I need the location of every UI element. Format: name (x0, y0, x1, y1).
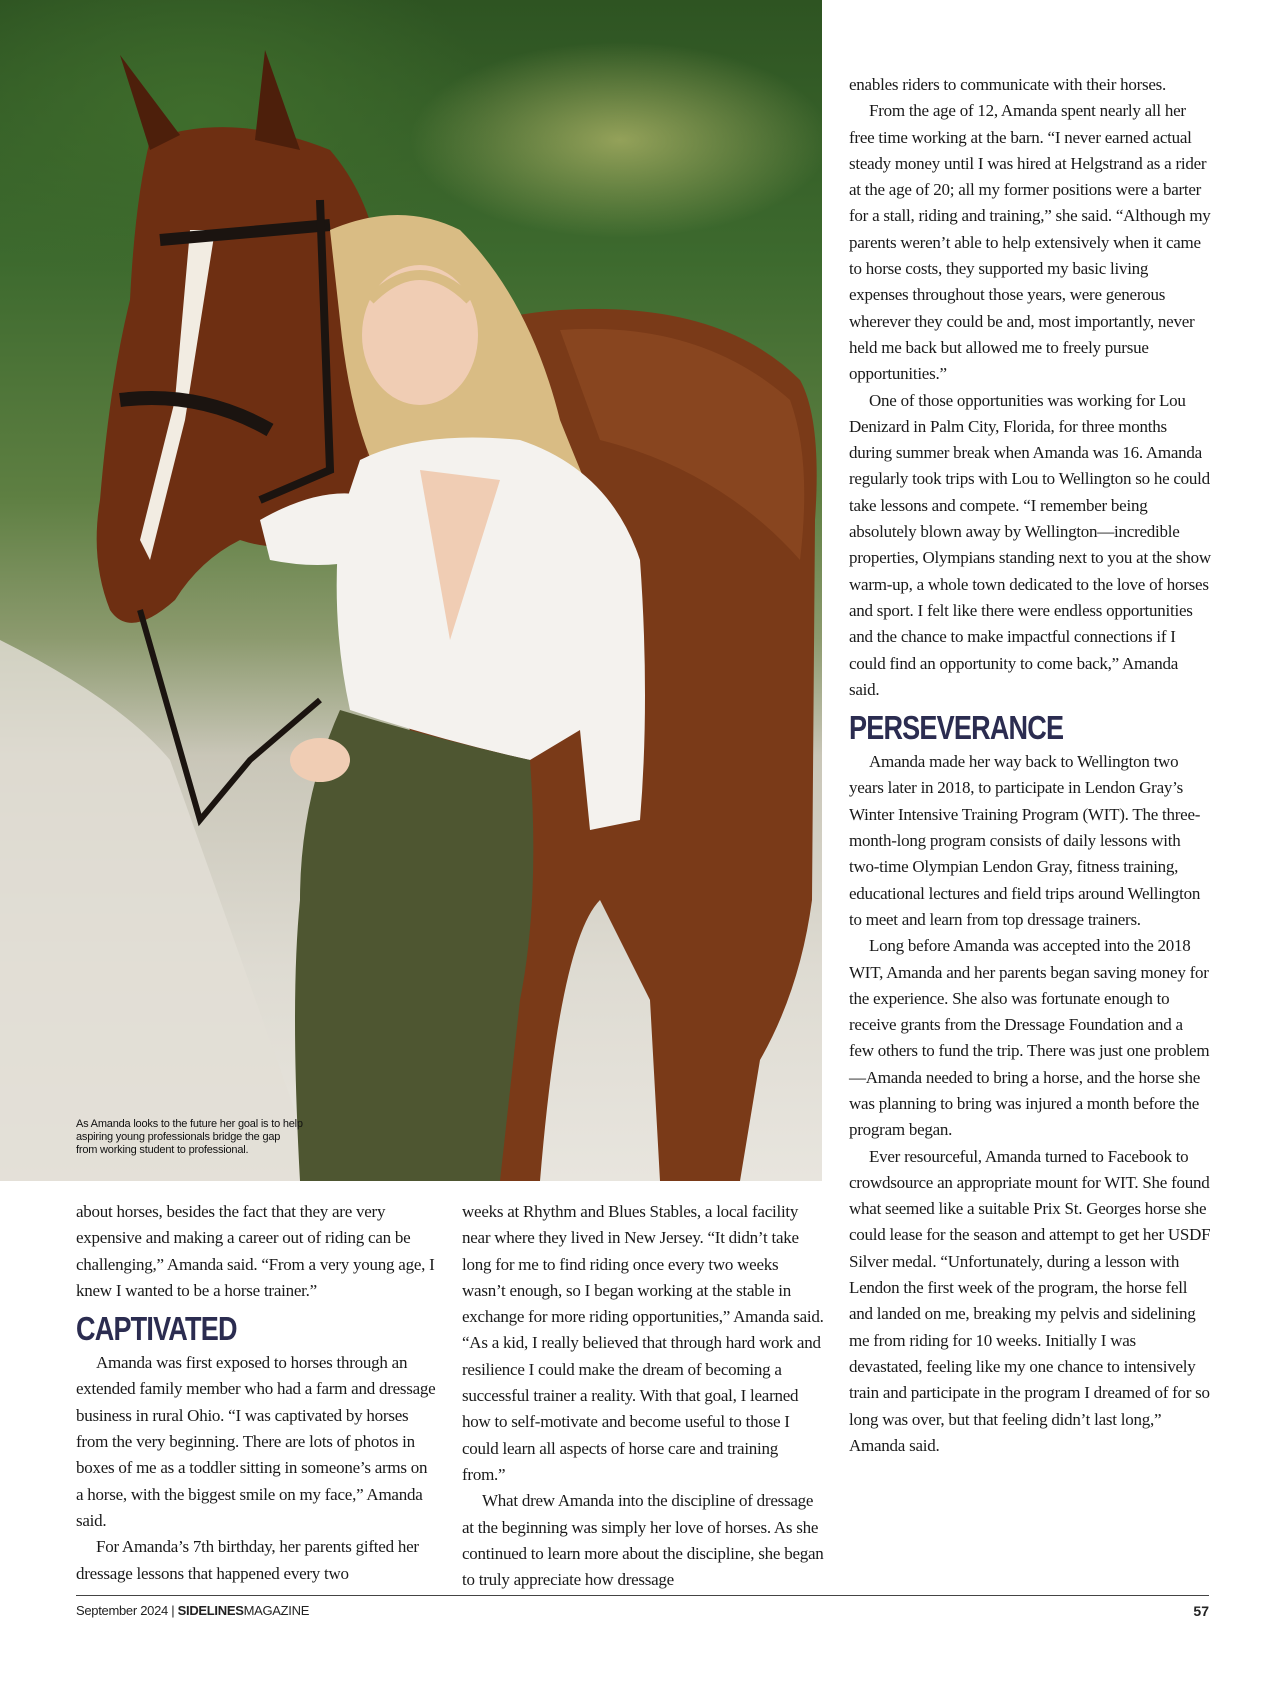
magazine-brand: SIDELINES (177, 1603, 244, 1618)
article-column-right (849, 72, 1211, 1459)
section-heading-captivated: CAPTIVATED (76, 1310, 237, 1348)
paragraph: From the age of 12, Amanda spent nearly all her free time working at the barn. “I never earned actual steady money until I was hired at Helgstrand as a rider at the age of 20; all my former positions were a barter for a stall, riding and training,” she said. “Although my parents weren’t able to help extensively when it came to horse costs, they supported my basic living expenses throughout those years, were generous wherever they could be and, most importantly, never held me back but allowed me to freely pursue opportunities.” (849, 101, 1211, 384)
paragraph: about horses, besides the fact that they are very expensive and making a career out of riding can be challenging,” Amanda said. “From a very young age, I knew I wanted to be a horse trainer.” (76, 1202, 435, 1300)
feature-photo (0, 0, 822, 1181)
paragraph: Ever resourceful, Amanda turned to Facebook to crowdsource an appropriate mount for WIT. She found what seemed like a suitable Prix St. Georges horse she could lease for the season and attempt to get her USDF Silver medal. “Unfortunately, during a lesson with Lendon the first week of the program, the horse fell and landed on me, breaking my pelvis and sidelining me from riding for 10 weeks. Initially I was devastated, feeling like my one chance to intensively train and participate in the program I dreamed of for so long was over, but that feeling didn’t last long,” Amanda said. (849, 1146, 1211, 1455)
page-footer (76, 1603, 1209, 1623)
paragraph: For Amanda’s 7th birthday, her parents gifted her dressage lessons that happened every two (76, 1537, 419, 1583)
footer-divider (76, 1595, 1209, 1596)
article-column-middle (462, 1199, 824, 1593)
photo-caption: As Amanda looks to the future her goal is to help aspiring young professionals bridge the gap from working student to professional. (76, 1118, 303, 1156)
paragraph: enables riders to communicate with their horses. (849, 75, 1167, 94)
article-column-left (76, 1199, 436, 1587)
footer-issue-line (76, 1603, 309, 1618)
section-heading-perseverance: PERSEVERANCE (849, 709, 1064, 747)
paragraph: Amanda was first exposed to horses through an extended family member who had a farm and dressage business in rural Ohio. “I was captivated by horses from the very beginning. There are lots of photos in boxes of me as a toddler sitting in someone’s arms on a horse, with the biggest smile on my face,” Amanda said. (76, 1353, 436, 1530)
paragraph: Long before Amanda was accepted into the 2018 WIT, Amanda and her parents began saving money for the experience. She also was fortunate enough to receive grants from the Dressage Foundation and a few others to fund the trip. There was just one problem—Amanda needed to bring a horse, and the horse she was planning to bring was injured a month before the program began. (849, 936, 1210, 1140)
page-number: 57 (1193, 1603, 1209, 1619)
issue-date: September 2024 (76, 1603, 168, 1618)
photo-illustration (0, 0, 822, 1181)
paragraph: One of those opportunities was working for Lou Denizard in Palm City, Florida, for three months during summer break when Amanda was 16. Amanda regularly took trips with Lou to Wellington so he could take lessons and compete. “I remember being absolutely blown away by Wellington—incredible properties, Olympians standing next to you at the show warm-up, a whole town dedicated to the love of horses and sport. I felt like there were endless opportunities and the chance to make impactful connections if I could find an opportunity to come back,” Amanda said. (849, 390, 1211, 699)
footer-separator: | (167, 1603, 178, 1618)
paragraph: Amanda made her way back to Wellington two years later in 2018, to participate in Lendon Gray’s Winter Intensive Training Program (WIT). The three-month-long program consists of daily lessons with two-time Olympian Lendon Gray, fitness training, educational lectures and field trips around Wellington to meet and learn from top dressage trainers. (849, 752, 1201, 929)
magazine-brand-suffix: MAGAZINE (243, 1603, 310, 1618)
paragraph: What drew Amanda into the discipline of dressage at the beginning was simply her love of horses. As she continued to learn more about the discipline, she began to truly appreciate how dressage (462, 1491, 824, 1590)
paragraph: weeks at Rhythm and Blues Stables, a local facility near where they lived in New Jersey. “It didn’t take long for me to find riding once every two weeks wasn’t enough, so I began working at the stable in exchange for more riding opportunities,” Amanda said. “As a kid, I really believed that through hard work and resilience I could make the dream of becoming a successful trainer a reality. With that goal, I learned how to self-motivate and become useful to those I could learn all aspects of horse care and training from.” (462, 1202, 824, 1484)
